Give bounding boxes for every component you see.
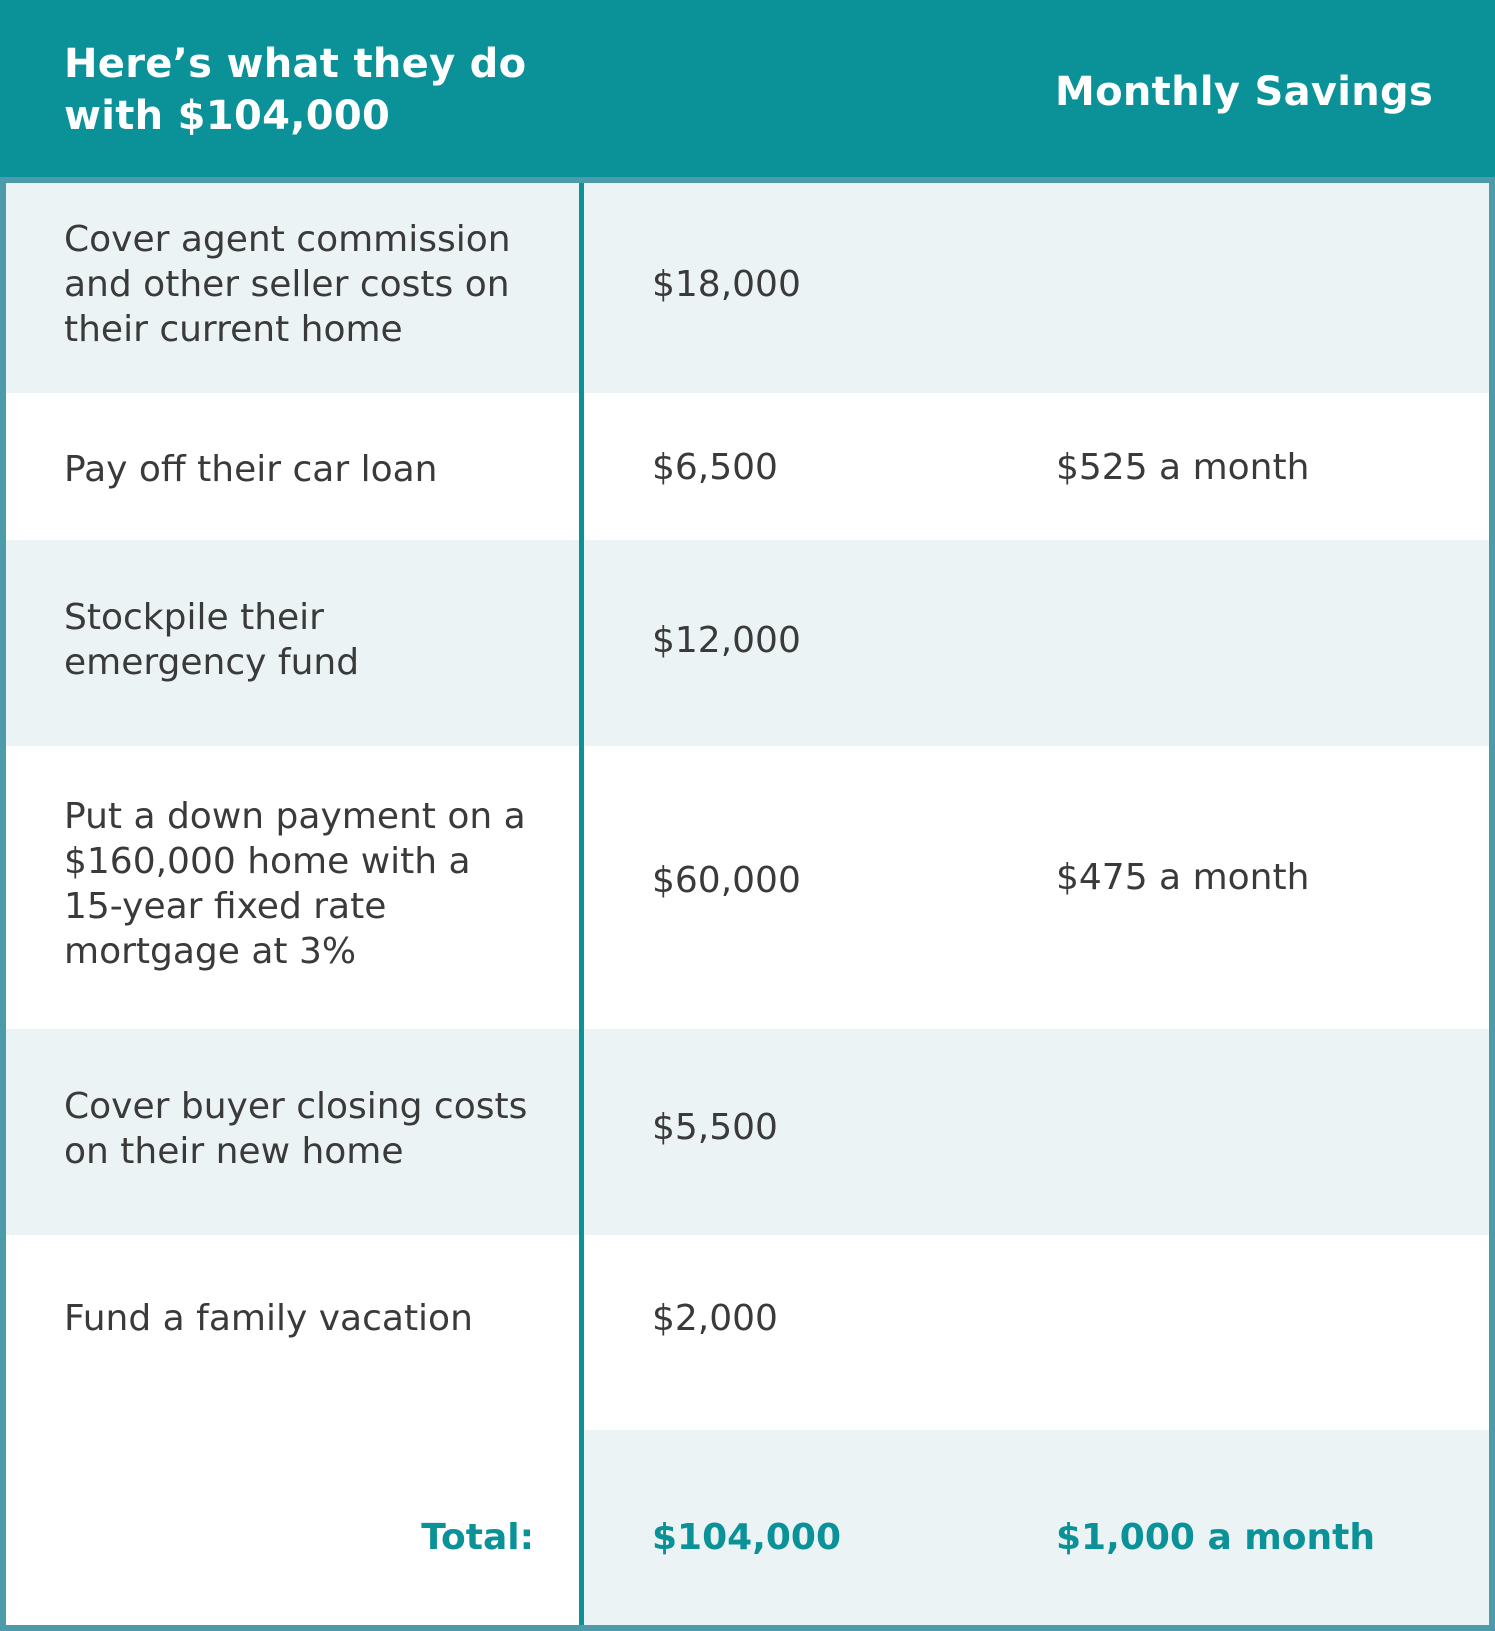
- row-amount: $5,500: [652, 1107, 778, 1148]
- row-amount: $12,000: [652, 620, 801, 661]
- table-header: [0, 0, 1495, 177]
- row-description-line: emergency fund: [64, 642, 360, 683]
- row-description-line: their current home: [64, 309, 403, 350]
- table-row: [6, 393, 1489, 540]
- row-description-line: mortgage at 3%: [64, 931, 357, 972]
- row-description-line: $160,000 home with a: [64, 841, 471, 882]
- total-amount: $104,000: [652, 1517, 842, 1558]
- total-label: Total:: [421, 1517, 534, 1558]
- column-divider: [579, 183, 584, 1631]
- row-savings: $525 a month: [1056, 447, 1310, 488]
- row-description-line: and other seller costs on: [64, 264, 510, 305]
- row-amount: $6,500: [652, 447, 778, 488]
- row-description-line: on their new home: [64, 1131, 404, 1172]
- row-description-line: 15-year fixed rate: [64, 886, 387, 927]
- header-monthly-savings: Monthly Savings: [1055, 69, 1434, 115]
- row-description-line: Cover agent commission: [64, 219, 511, 260]
- row-amount: $2,000: [652, 1298, 778, 1339]
- table-row: [6, 183, 1489, 393]
- row-savings: $475 a month: [1056, 857, 1310, 898]
- row-description-line: Pay off their car loan: [64, 449, 438, 490]
- table-row: [6, 746, 1489, 1029]
- row-amount: $60,000: [652, 860, 801, 901]
- row-description-line: Stockpile their: [64, 597, 324, 638]
- table-row: [6, 1235, 1489, 1430]
- row-description-line: Fund a family vacation: [64, 1298, 473, 1339]
- total-row: [6, 1430, 1489, 1631]
- header-title-line-1: Here’s what they do: [64, 41, 527, 87]
- total-savings: $1,000 a month: [1056, 1517, 1375, 1558]
- table-row: [6, 540, 1489, 746]
- header-title-line-2: with $104,000: [64, 93, 391, 139]
- table-body: [0, 177, 1495, 1631]
- table-row: [6, 1029, 1489, 1235]
- row-description-line: Cover buyer closing costs: [64, 1086, 528, 1127]
- row-description-line: Put a down payment on a: [64, 796, 526, 837]
- row-amount: $18,000: [652, 264, 801, 305]
